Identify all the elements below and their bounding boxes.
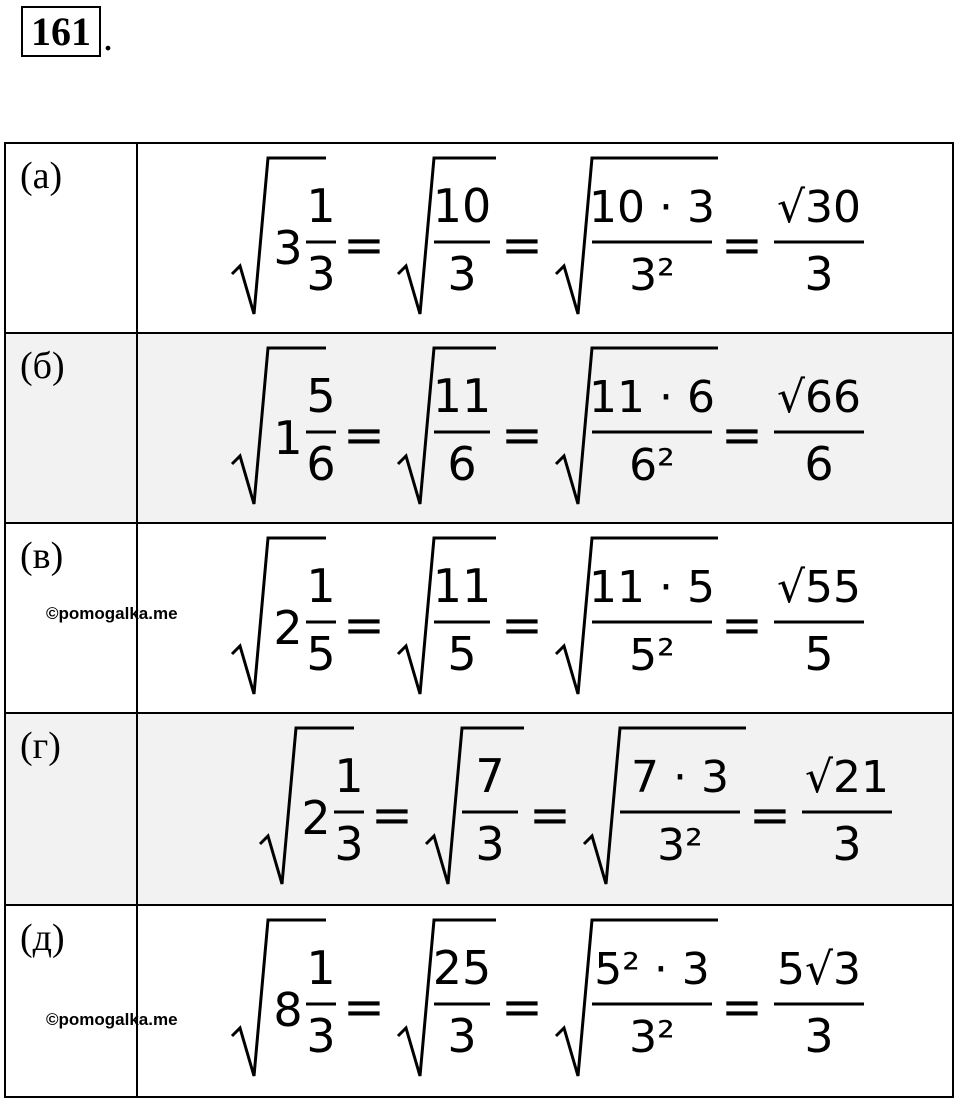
table-row xyxy=(5,523,953,713)
item-label-cell xyxy=(5,523,178,713)
expression-cell xyxy=(137,333,953,523)
denominator-3: 6² xyxy=(629,440,675,491)
task-number-box: 161 xyxy=(21,6,101,57)
denominator-1: 6 xyxy=(306,437,336,491)
solution-table xyxy=(4,142,954,1098)
denominator-1: 5 xyxy=(306,627,336,681)
denominator-1: 3 xyxy=(306,247,336,301)
table-row xyxy=(5,333,953,523)
expression-cell xyxy=(137,143,953,333)
denominator-2: 3 xyxy=(447,247,477,301)
result-denominator: 5 xyxy=(804,627,834,681)
equals-sign: = xyxy=(501,406,543,464)
denominator-1: 3 xyxy=(334,817,364,871)
result-denominator: 3 xyxy=(832,817,862,871)
equals-sign: = xyxy=(721,596,763,654)
numerator-3: 7 · 3 xyxy=(631,752,729,803)
denominator-1: 3 xyxy=(306,1009,336,1063)
result-numerator: √30 xyxy=(776,182,862,233)
watermark: ©pomogalka.me xyxy=(46,1010,178,1029)
equals-sign: = xyxy=(529,786,571,844)
expression-cell xyxy=(137,905,953,1097)
denominator-2: 5 xyxy=(447,627,477,681)
expression xyxy=(138,714,952,900)
numerator-3: 10 · 3 xyxy=(589,182,715,233)
denominator-3: 3² xyxy=(629,1012,675,1063)
denominator-2: 3 xyxy=(447,1009,477,1063)
denominator-3: 3² xyxy=(629,250,675,301)
numerator-1: 1 xyxy=(306,179,336,233)
numerator-3: 11 · 6 xyxy=(589,372,715,423)
equals-sign: = xyxy=(343,978,385,1036)
item-label: (б) xyxy=(20,345,65,387)
numerator-2: 7 xyxy=(475,749,505,803)
item-label: (д) xyxy=(20,917,65,959)
equals-sign: = xyxy=(721,406,763,464)
result-numerator: √55 xyxy=(776,562,862,613)
item-label-cell xyxy=(5,143,137,333)
numerator-2: 11 xyxy=(432,559,492,613)
whole-part: 1 xyxy=(273,411,303,465)
expression-cell xyxy=(137,523,953,713)
task-number xyxy=(21,6,113,57)
equals-sign: = xyxy=(371,786,413,844)
numerator-3: 5² · 3 xyxy=(594,944,710,995)
task-number-dot: . xyxy=(103,14,113,59)
watermark: ©pomogalka.me xyxy=(46,604,178,623)
result-numerator: √21 xyxy=(804,752,890,803)
item-label: (в) xyxy=(20,535,64,577)
expression xyxy=(138,144,952,328)
numerator-1: 1 xyxy=(306,941,336,995)
equals-sign: = xyxy=(343,406,385,464)
equals-sign: = xyxy=(721,978,763,1036)
whole-part: 2 xyxy=(301,791,331,845)
item-label-cell xyxy=(5,713,137,905)
equals-sign: = xyxy=(501,978,543,1036)
equals-sign: = xyxy=(501,216,543,274)
denominator-2: 3 xyxy=(475,817,505,871)
whole-part: 8 xyxy=(273,983,303,1037)
table-row xyxy=(5,143,953,333)
expression xyxy=(138,334,952,518)
denominator-2: 6 xyxy=(447,437,477,491)
equals-sign: = xyxy=(501,596,543,654)
item-label: (а) xyxy=(20,155,63,197)
result-denominator: 6 xyxy=(804,437,834,491)
numerator-1: 5 xyxy=(306,369,336,423)
result-denominator: 3 xyxy=(804,247,834,301)
item-label-cell xyxy=(5,905,178,1097)
numerator-2: 25 xyxy=(432,941,492,995)
numerator-2: 11 xyxy=(432,369,492,423)
whole-part: 3 xyxy=(273,221,303,275)
result-denominator: 3 xyxy=(804,1009,834,1063)
result-numerator: √66 xyxy=(776,372,862,423)
denominator-3: 3² xyxy=(657,820,703,871)
denominator-3: 5² xyxy=(629,630,675,681)
table-row xyxy=(5,713,953,905)
result-numerator: 5√3 xyxy=(776,944,862,995)
expression-cell xyxy=(137,713,953,905)
expression xyxy=(138,906,952,1092)
equals-sign: = xyxy=(749,786,791,844)
equals-sign: = xyxy=(721,216,763,274)
whole-part: 2 xyxy=(273,601,303,655)
numerator-1: 1 xyxy=(306,559,336,613)
numerator-3: 11 · 5 xyxy=(589,562,715,613)
item-label: (г) xyxy=(20,725,61,767)
numerator-1: 1 xyxy=(334,749,364,803)
table-row xyxy=(5,905,953,1097)
equals-sign: = xyxy=(343,596,385,654)
equals-sign: = xyxy=(343,216,385,274)
expression xyxy=(138,524,952,708)
numerator-2: 10 xyxy=(432,179,492,233)
item-label-cell xyxy=(5,333,137,523)
